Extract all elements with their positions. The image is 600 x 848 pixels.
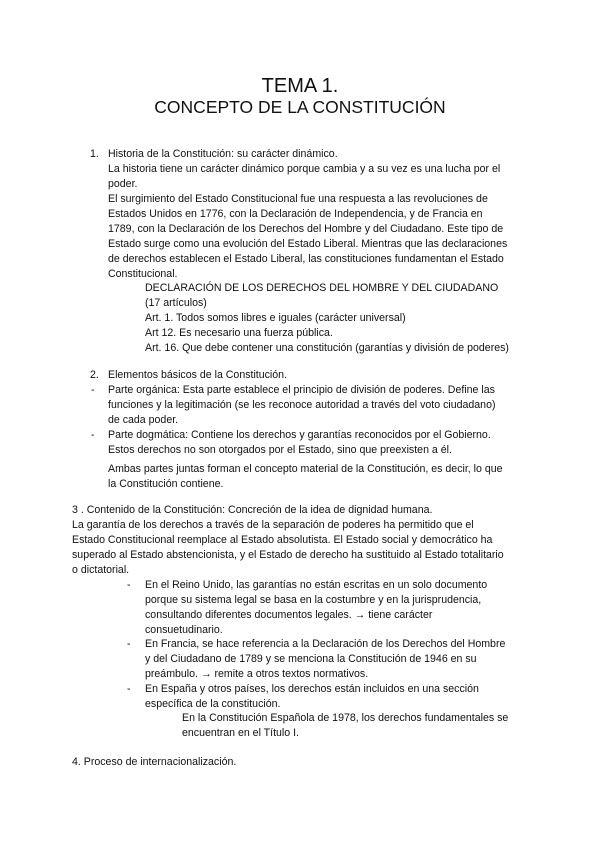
bullet1-line: Parte orgánica: Esta parte establece el principio de división de poderes. Define las — [108, 384, 495, 396]
section1-p1-line: La historia tiene un carácter dinámico porque cambia y a su vez es una lucha por el — [108, 163, 501, 175]
spain-line: En España y otros países, los derechos están incluidos en una sección — [145, 683, 479, 695]
bullet-dash: - — [91, 429, 95, 441]
uk-line: consuetudinario. — [145, 624, 223, 636]
declaration-line: Art. 16. Que debe contener una constitución (garantías y división de poderes) — [145, 342, 509, 354]
section1-p2-line: Estados Unidos en 1776, con la Declaración de Independencia, y de Francia en — [108, 208, 483, 220]
section3-paragraph-line: Estado Constitucional reemplace al Estado absolutista. El Estado social y democrático ha — [72, 534, 493, 546]
section2-number: 2. — [90, 369, 99, 381]
uk-line: En el Reino Unido, las garantías no están escritas en un solo documento — [145, 579, 488, 591]
bullet-dash: - — [127, 579, 131, 591]
section1-number: 1. — [90, 148, 99, 160]
bullet2-line: Parte dogmática: Contiene los derechos y garantías reconocidos por el Gobierno. — [108, 429, 491, 441]
bullet1-line: funciones y la legitimación (se les reconoce autoridad a través del voto ciudadano) — [108, 399, 496, 411]
bullet2-line: Estos derechos no son otorgados por el Estado, sino que preexisten a él. — [108, 444, 452, 456]
section3-paragraph-line: superado al Estado abstencionista, y el Estado de derecho ha sustituido al Estado totalitario — [72, 549, 504, 561]
section3-paragraph-line: La garantía de los derechos a través de la separación de poderes ha permitido que el — [72, 519, 474, 531]
france-line: preámbulo. → remite a otros textos normativos. — [145, 668, 369, 680]
bullet1-line: de cada poder. — [108, 414, 179, 426]
spain-line: específica de la constitución. — [145, 698, 281, 710]
section2-summary-line: Ambas partes juntas forman el concepto material de la Constitución, es decir, lo que — [108, 463, 503, 475]
uk-line: consultando diferentes documentos legales. → tiene carácter — [145, 609, 433, 621]
declaration-title: DECLARACIÓN DE LOS DERECHOS DEL HOMBRE Y DEL CIUDADANO — [145, 282, 499, 294]
section1-heading: Historia de la Constitución: su carácter dinámico. — [108, 148, 338, 160]
page-subtitle: CONCEPTO DE LA CONSTITUCIÓN — [154, 97, 446, 117]
section3-heading: 3 . Contenido de la Constitución: Concreción de la idea de dignidad humana. — [72, 504, 433, 516]
section1-p2-line: de derechos establecen el Estado Liberal, las constituciones fundamentan el Estado — [108, 253, 504, 265]
section3-paragraph-line: o dictatorial. — [72, 564, 130, 576]
section1-p2-line: Estado surge como una evolución del Estado Liberal. Mientras que las declaraciones — [108, 238, 508, 250]
section1-p2-line: Constitucional. — [108, 268, 178, 280]
uk-line: porque su sistema legal se basa en la costumbre y en la jurisprudencia, — [145, 594, 482, 606]
declaration-line: (17 artículos) — [145, 297, 207, 309]
declaration-line: Art 12. Es necesario una fuerza pública. — [145, 327, 333, 339]
france-line: y del Ciudadano de 1789 y se menciona la Constitución de 1946 en su — [145, 653, 477, 665]
france-line: En Francia, se hace referencia a la Declaración de los Derechos del Hombre — [145, 638, 506, 650]
page-title: TEMA 1. — [261, 75, 339, 97]
section1-p1-line: poder. — [108, 178, 138, 190]
bullet-dash: - — [127, 683, 131, 695]
bullet-dash: - — [91, 384, 95, 396]
section2-summary-line: la Constitución contiene. — [108, 478, 224, 490]
section1-p2-line: El surgimiento del Estado Constitucional fue una respuesta a las revoluciones de — [108, 193, 488, 205]
spain-note-line: En la Constitución Española de 1978, los derechos fundamentales se — [182, 712, 509, 724]
section4-heading: 4. Proceso de internacionalización. — [72, 756, 237, 768]
bullet-dash: - — [127, 638, 131, 650]
section2-heading: Elementos básicos de la Constitución. — [108, 369, 288, 381]
section1-p2-line: 1789, con la Declaración de los Derechos del Hombre y del Ciudadano. Este tipo de — [108, 223, 504, 235]
spain-note-line: encuentran en el Título I. — [182, 727, 300, 739]
declaration-line: Art. 1. Todos somos libres e iguales (carácter universal) — [145, 312, 406, 324]
